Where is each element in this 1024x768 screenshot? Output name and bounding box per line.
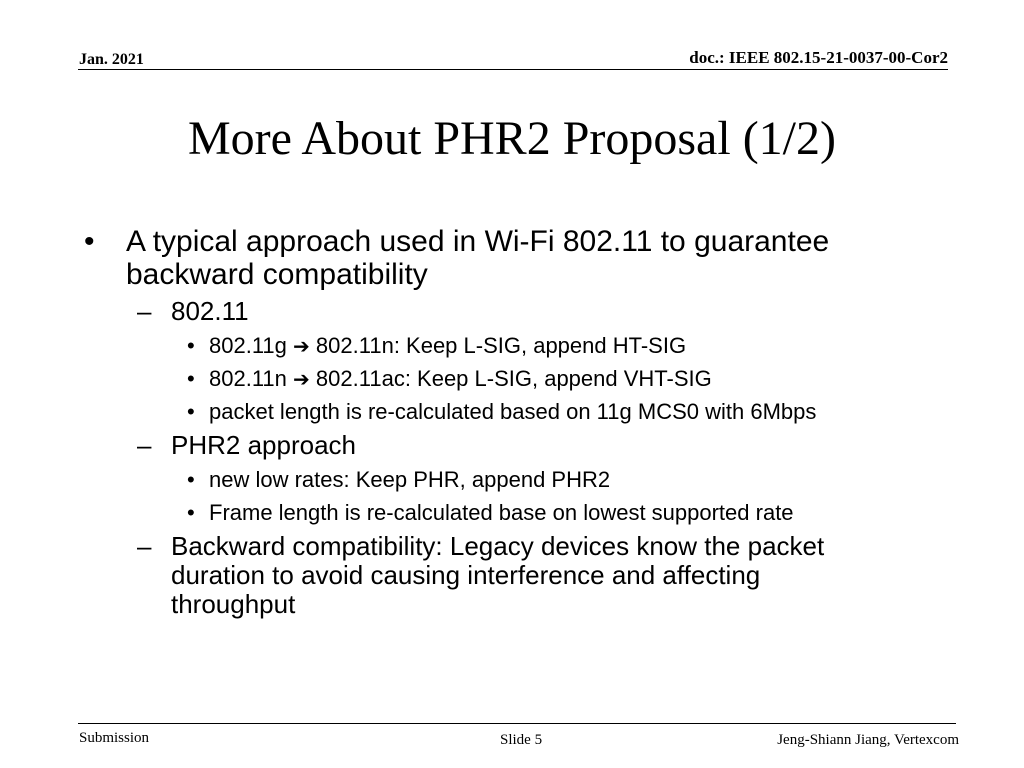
to-standard: 802.11n: Keep L-SIG, append HT-SIG	[315, 333, 687, 358]
bullet-dot: •	[187, 333, 195, 358]
sub-sub-bullet-frame-length	[187, 500, 960, 526]
bullet-dot: •	[84, 225, 95, 258]
from-standard: 802.11g	[209, 333, 287, 358]
sub-bullet-backward-compatibility	[137, 531, 871, 619]
sub-sub-bullet-g-to-n	[187, 333, 960, 359]
bullet-dot: •	[187, 500, 195, 525]
sub-bullet-text: Backward compatibility: Legacy devices know the packet duration to avoid causing interference and affecting throughput	[171, 531, 825, 619]
slide-number: Slide 5	[500, 732, 543, 748]
sub-bullet-text: PHR2 approach	[171, 430, 356, 460]
bullet-dot: •	[187, 467, 195, 492]
arrow-right-icon: ➔	[293, 334, 310, 358]
slide-body	[80, 225, 960, 619]
dash-mark: –	[137, 430, 152, 460]
header-date: Jan. 2021	[79, 51, 144, 68]
sub-bullet-text: 802.11	[171, 296, 249, 326]
bullet-typical-approach	[84, 225, 960, 291]
dash-mark: –	[137, 296, 152, 326]
to-standard: 802.11ac: Keep L-SIG, append VHT-SIG	[315, 366, 712, 391]
from-standard: 802.11n	[209, 366, 287, 391]
sub-sub-bullet-text: packet length is re-calculated based on 11g MCS0 with 6Mbps	[209, 399, 817, 424]
footer-submission: Submission	[79, 730, 150, 746]
sub-sub-bullet-text: new low rates: Keep PHR, append PHR2	[209, 467, 611, 492]
slide-title: More About PHR2 Proposal (1/2)	[188, 112, 836, 165]
sub-sub-bullet-new-low-rates	[187, 467, 960, 493]
dash-mark: –	[137, 531, 152, 561]
sub-bullet-80211	[137, 296, 960, 326]
footer-author: Jeng-Shiann Jiang, Vertexcom	[777, 732, 959, 748]
arrow-right-icon: ➔	[293, 367, 310, 391]
header-doc-id: doc.: IEEE 802.15-21-0037-00-Cor2	[689, 48, 948, 67]
footer-divider	[78, 723, 956, 724]
sub-sub-bullet-text: Frame length is re-calculated base on lowest supported rate	[209, 500, 794, 525]
header-divider	[78, 69, 948, 70]
bullet-dot: •	[187, 366, 195, 391]
bullet-dot: •	[187, 399, 195, 424]
bullet-text: A typical approach used in Wi-Fi 802.11 to guarantee backward compatibility	[126, 225, 830, 291]
sub-sub-bullet-packet-length	[187, 399, 879, 425]
sub-bullet-phr2	[137, 430, 960, 460]
sub-sub-bullet-n-to-ac	[187, 366, 960, 392]
